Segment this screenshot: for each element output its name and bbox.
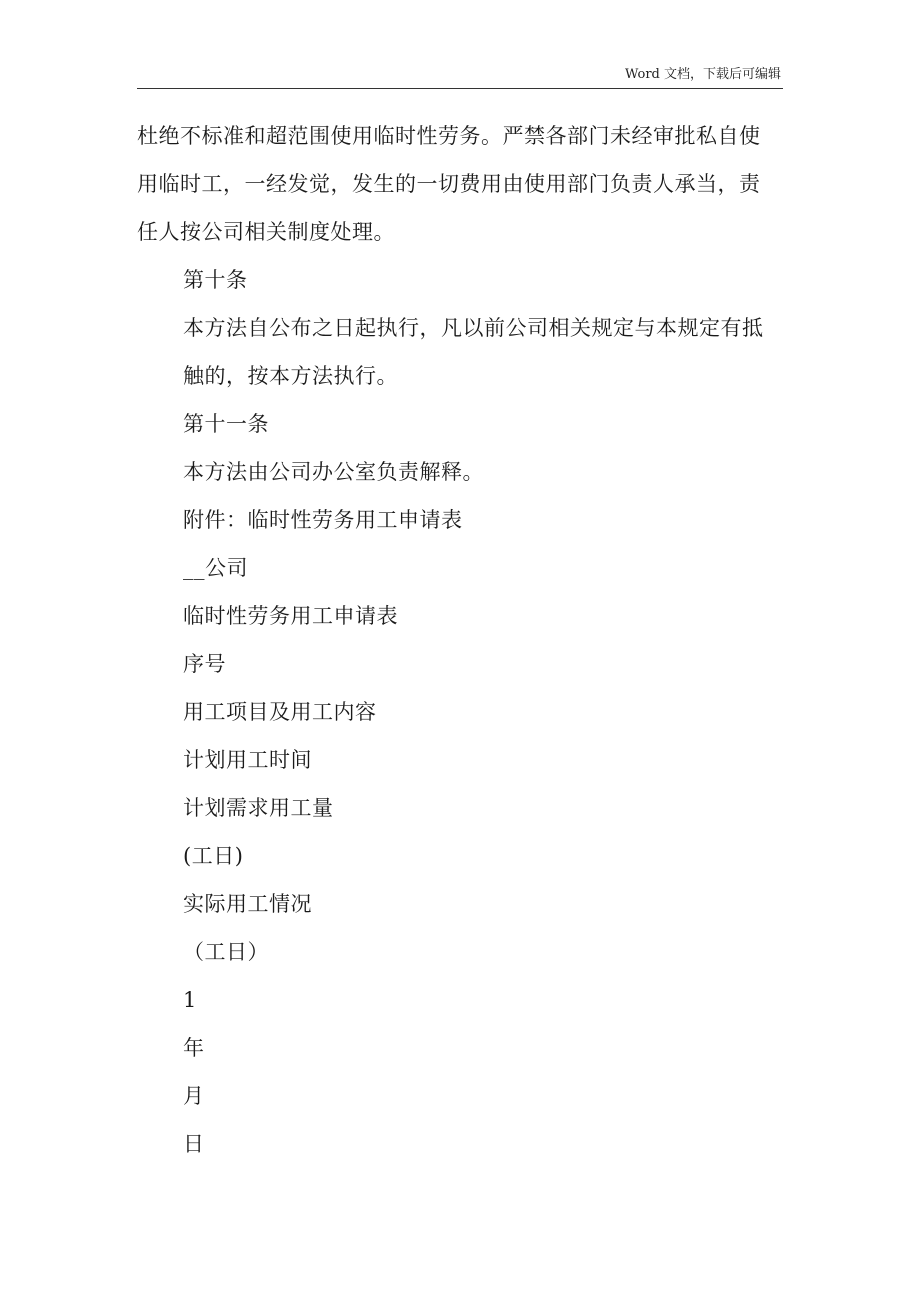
company-line: __公司 <box>183 556 248 580</box>
page-header <box>137 64 783 89</box>
form-field-actual-usage: 实际用工情况 <box>183 892 312 916</box>
form-field-planned-quantity: 计划需求用工量 <box>183 796 334 820</box>
article-eleven-heading: 第十一条 <box>183 412 269 436</box>
form-title: 临时性劳务用工申请表 <box>183 604 398 628</box>
header-text: Word 文档，下载后可编辑 <box>625 67 781 82</box>
article-ten-heading: 第十条 <box>183 268 248 292</box>
attachment-line: 附件：临时性劳务用工申请表 <box>183 508 463 532</box>
form-field-planned-time: 计划用工时间 <box>183 748 312 772</box>
paragraph-effective-date: 本方法自公布之日起执行，凡以前公司相关规定与本规定有抵触的，按本方法执行。 <box>183 316 764 388</box>
paragraph-temp-labor-rule: 杜绝不标准和超范围使用临时性劳务。严禁各部门未经审批私自使用临时工，一经发觉，发生的一切费用由使用部门负责人承当，责任人按公司相关制度处理。 <box>137 124 761 244</box>
form-date-year: 年 <box>183 1036 205 1060</box>
form-field-project: 用工项目及用工内容 <box>183 700 377 724</box>
form-row-number: 1 <box>183 988 197 1012</box>
form-date-month: 月 <box>183 1084 205 1108</box>
form-field-unit-workday: (工日) <box>183 844 244 868</box>
form-date-day: 日 <box>183 1132 205 1156</box>
form-field-serial: 序号 <box>183 652 226 676</box>
document-body <box>137 112 777 1168</box>
paragraph-interpretation: 本方法由公司办公室负责解释。 <box>183 460 484 484</box>
form-field-unit-workday-2: （工日） <box>183 940 269 964</box>
